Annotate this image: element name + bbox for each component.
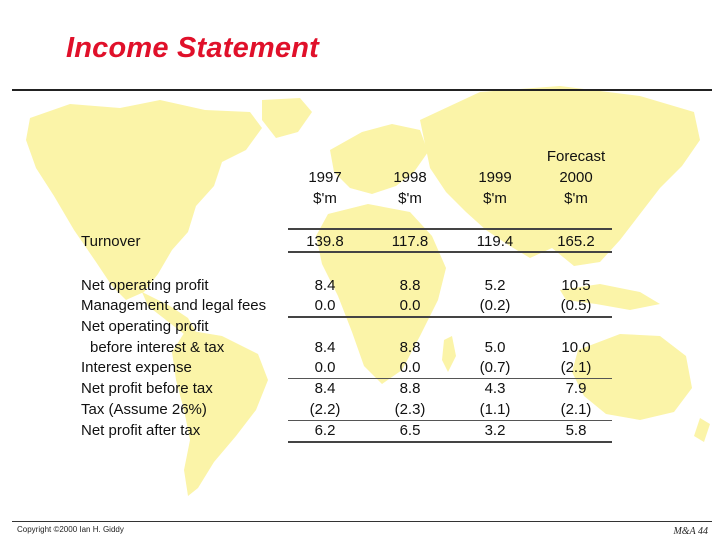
row-label-net-operating-profit-2: Net operating profit [81,318,209,335]
turnover-divider [288,251,612,253]
row-label-interest-expense: Interest expense [81,359,192,376]
table-cell: 3.2 [484,422,506,439]
interest-divider [288,378,612,379]
tax-divider [288,420,612,421]
table-cell: 10.5 [561,277,591,294]
table-cell: 0.0 [314,359,336,376]
column-unit-2000: $'m [564,190,588,207]
column-unit-1999: $'m [483,190,507,207]
column-year-1998: 1998 [393,169,427,186]
table-cell: (1.1) [479,401,511,418]
table-cell: 5.2 [484,277,506,294]
row-label-turnover: Turnover [81,233,141,250]
table-cell: 8.8 [399,277,421,294]
column-year-1997: 1997 [308,169,342,186]
table-bottom-rule [288,441,612,443]
table-cell: 5.8 [565,422,587,439]
column-year-1999: 1999 [478,169,512,186]
table-cell: 4.3 [484,380,506,397]
fees-divider [288,316,612,318]
table-cell: 8.4 [314,380,336,397]
table-cell: 139.8 [306,233,344,250]
table-cell: 6.2 [314,422,336,439]
forecast-label: Forecast [546,148,606,165]
table-cell: (0.7) [479,359,511,376]
row-label-management-fees: Management and legal fees [81,297,267,314]
row-label-tax: Tax (Assume 26%) [81,401,207,418]
table-cell: 165.2 [557,233,595,250]
table-cell: 8.8 [399,380,421,397]
table-cell: 8.4 [314,339,336,356]
table-cell: (2.3) [394,401,426,418]
footer-divider [12,521,712,522]
table-cell: (2.2) [309,401,341,418]
table-cell: (0.2) [479,297,511,314]
column-unit-1998: $'m [398,190,422,207]
page-label: M&A 44 [673,526,708,537]
table-cell: (2.1) [560,401,592,418]
copyright-text: Copyright ©2000 Ian H. Giddy [17,525,124,534]
column-year-2000: 2000 [559,169,593,186]
table-cell: 8.4 [314,277,336,294]
row-label-net-operating-profit: Net operating profit [81,277,209,294]
table-cell: (0.5) [560,297,592,314]
north-america-shape [26,100,262,300]
title-divider [12,89,712,91]
table-cell: 0.0 [314,297,336,314]
table-cell: 8.8 [399,339,421,356]
header-divider [288,228,612,230]
table-cell: 5.0 [484,339,506,356]
row-label-net-profit-before-tax: Net profit before tax [81,380,213,397]
table-cell: 0.0 [399,297,421,314]
table-cell: 7.9 [565,380,587,397]
greenland-shape [262,98,312,138]
table-cell: 119.4 [476,233,514,250]
new-zealand-shape [694,418,710,442]
table-cell: 117.8 [391,233,429,250]
table-cell: (2.1) [560,359,592,376]
row-label-net-profit-after-tax: Net profit after tax [81,422,201,439]
table-cell: 10.0 [561,339,591,356]
table-cell: 6.5 [399,422,421,439]
slide-title: Income Statement [66,32,319,64]
table-cell: 0.0 [399,359,421,376]
row-label-before-interest-tax: before interest & tax [90,339,225,356]
column-unit-1997: $'m [313,190,337,207]
